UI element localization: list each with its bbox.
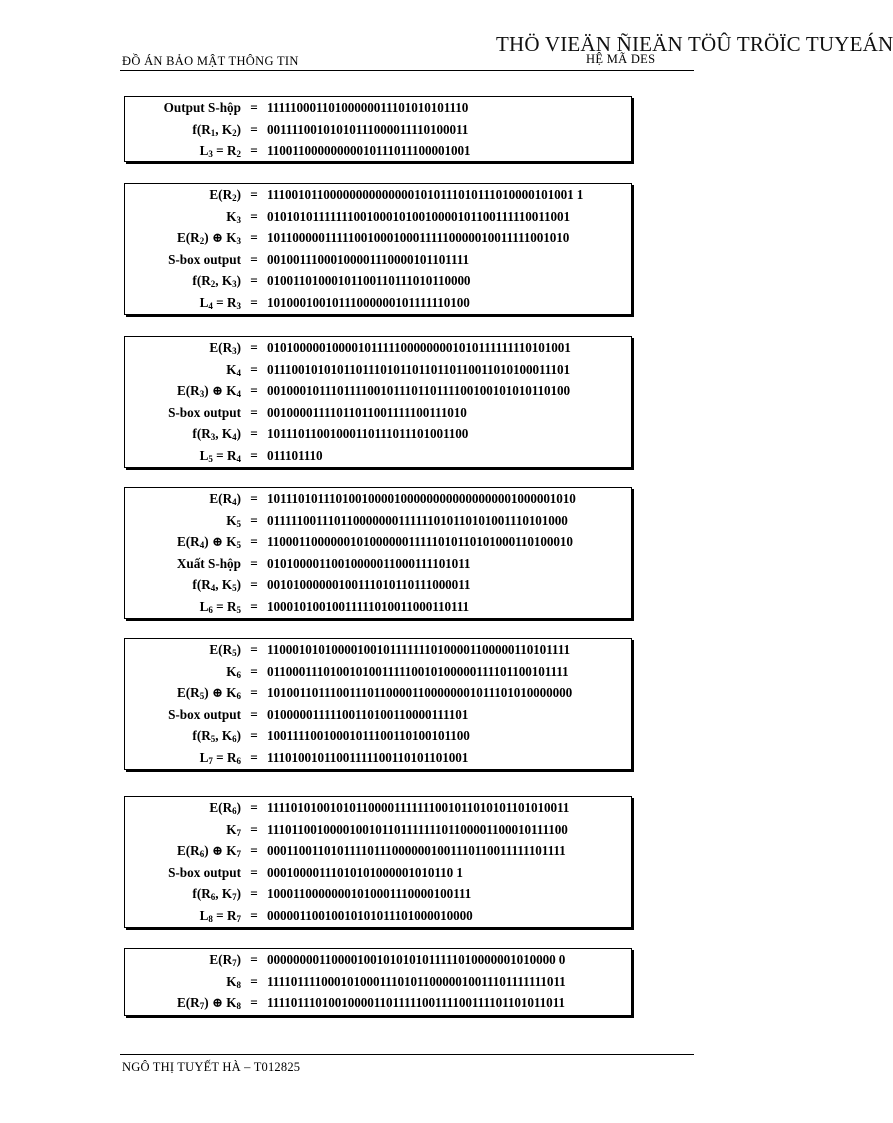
row-value: 10001100000001010001110000100111 [267, 886, 472, 902]
block-row: S-box output = 01000001111100110100110000111101 [125, 707, 631, 729]
footer-divider [120, 1054, 694, 1055]
block-row: $L_4 = R_3$ = 10100010010111000000101111110100 [125, 295, 631, 317]
document-header-subtitle: HỆ MÃ DES [586, 52, 656, 66]
row-label: $L_5 = R_4$ [199, 447, 241, 464]
block-row: $L_6 = R_5$ = 10001010010011111010011000110111 [125, 599, 631, 621]
row-value: 00111100101010111000011110100011 [267, 121, 469, 137]
row-value: 11101001011001111100110101101001 [267, 749, 469, 765]
block-row: $f(R_6$, $K_7$) = 10001100000001010001110000100111 [125, 886, 631, 908]
row-value: 111001011000000000000001010111010111010000101001 1 [267, 187, 584, 202]
row-value: 10011110010001011100110100101100 [267, 728, 470, 744]
row-value: 001000101110111100101110110111100100101010110100 [267, 383, 570, 399]
row-label: $f(R_1$, $K_2$) [192, 121, 241, 138]
row-value: 101100000111110010001000111110000010011111001010 [267, 230, 570, 246]
row-label: $K_8$ [226, 973, 241, 990]
block-row: $E(R_4)$ ⊕ $K_5$ = 110001100000010100000011111010110101000110100010 [125, 534, 631, 556]
row-label: $E(R_4)$ ⊕ $K_5$ [176, 534, 241, 551]
row-value: 00101000000100111010110111000011 [267, 577, 471, 593]
block-row: $K_6$ = 011000111010010100111110010100000111101100101111 [125, 664, 631, 686]
row-value: 111101111000101000111010110000010011101111111011 [267, 973, 566, 989]
watermark-text: THÖ VIEÄN ÑIEÄN TÖÛ TRÖÏC TUYEÁN [496, 32, 893, 56]
des-round-block [124, 183, 632, 315]
block-row: $E(R_2)$ = 111001011000000000000001010111010111010000101001 1 [125, 187, 631, 209]
block-row: $f(R_4$, $K_5$) = 00101000000100111010110111000011 [125, 577, 631, 599]
row-value: 010101011111110010001010010000101100111110011001 [267, 208, 570, 224]
row-value: 11001100000000010111011100001001 [267, 143, 471, 159]
row-label: S-box output [168, 404, 241, 420]
row-value: 10111011001000110111011101001100 [267, 426, 469, 442]
row-value: 11111000110100000011101010101110 [267, 100, 469, 115]
row-value: 011101110 [267, 447, 323, 463]
row-value: 110001010100001001011111110100001100000110101111 [267, 642, 570, 657]
document-footer: NGÔ THỊ TUYẾT HÀ – T012825 [122, 1060, 301, 1074]
block-row: $E(R_5)$ = 110001010100001001011111110100001100000110101111 [125, 642, 631, 664]
block-row: $L_3 = R_2$ = 11001100000000010111011100001001 [125, 143, 631, 165]
block-row: $E(R_7)$ = 000000001100001001010101011111010000001010000 0 [125, 952, 631, 974]
row-label: $f(R_5$, $K_6$) [192, 728, 241, 745]
document-header-title: ĐỒ ÁN BẢO MẬT THÔNG TIN [122, 54, 299, 68]
block-row: $f(R_2$, $K_3$) = 01001101000101100110111010110000 [125, 273, 631, 295]
des-round-block [124, 96, 632, 162]
header-divider [120, 70, 694, 71]
row-label: $K_6$ [226, 663, 241, 680]
block-row: $K_4$ = 011100101010110111010110110110110011010100011101 [125, 362, 631, 384]
row-value: 000000001100001001010101011111010000001010000 0 [267, 952, 566, 967]
row-label: $L_7 = R_6$ [199, 749, 241, 766]
block-row: $E(R_3)$ = 010100000100001011111000000001010111111110101001 [125, 340, 631, 362]
block-row: $E(R_6)$ = 111101010010101100001111111001011010101101010011 [125, 800, 631, 822]
row-value: 10100010010111000000101111110100 [267, 294, 470, 310]
row-value: 00100001111011011001111100111010 [267, 404, 467, 420]
row-label: $E(R_7)$ ⊕ $K_8$ [176, 995, 241, 1012]
row-value: 101001101110011101100001100000001011101010000000 [267, 685, 573, 701]
row-label: S-box output [168, 706, 241, 722]
row-label: S-box output [168, 864, 241, 880]
block-row: $E(R_6)$ ⊕ $K_7$ = 000110011010111101110000001001110110011111101111 [125, 843, 631, 865]
block-row: S-box output = 00100111000100001110000101101111 [125, 252, 631, 274]
row-label: $E(R_6)$ ⊕ $K_7$ [176, 843, 241, 860]
row-label: $E(R_4)$ [209, 491, 241, 507]
block-row: $K_3$ = 010101011111110010001010010000101100111110011001 [125, 209, 631, 231]
block-row: $K_5$ = 011111001110110000000111111010110101001110101000 [125, 513, 631, 535]
block-row: $L_7 = R_6$ = 11101001011001111100110101101001 [125, 750, 631, 772]
row-label: $E(R_5)$ ⊕ $K_6$ [176, 685, 241, 702]
des-round-block [124, 638, 632, 770]
block-row: $E(R_5)$ ⊕ $K_6$ = 101001101110011101100001100000001011101010000000 [125, 685, 631, 707]
row-value: 010100000100001011111000000001010111111110101001 [267, 340, 571, 355]
row-label: $f(R_3$, $K_4$) [192, 426, 241, 443]
des-round-block [124, 948, 632, 1016]
row-value: 101110101110100100001000000000000000001000001010 [267, 491, 576, 506]
row-value: 011000111010010100111110010100000111101100101111 [267, 663, 569, 679]
row-label: $E(R_5)$ [209, 642, 241, 658]
row-label: $f(R_4$, $K_5$) [192, 577, 241, 594]
row-label: $K_7$ [226, 821, 241, 838]
row-value: 00000110010010101011101000010000 [267, 907, 473, 923]
row-value: 111101010010101100001111111001011010101101010011 [267, 800, 570, 815]
row-label: Xuất S-hộp [176, 555, 241, 571]
row-label: $L_6 = R_5$ [199, 598, 241, 615]
block-row: $E(R_7)$ ⊕ $K_8$ = 111101110100100001101111100111100111101101011011 [125, 995, 631, 1017]
block-row: $K_7$ = 111011001000010010110111111101100001100010111100 [125, 822, 631, 844]
row-label: $f(R_2$, $K_3$) [192, 273, 241, 290]
row-label: $K_3$ [226, 208, 241, 225]
des-round-block [124, 487, 632, 619]
row-label: $E(R_7)$ [209, 952, 241, 968]
row-label: $K_5$ [226, 512, 241, 529]
row-value: 110001100000010100000011111010110101000110100010 [267, 534, 573, 550]
row-value: 111011001000010010110111111101100001100010111100 [267, 821, 568, 837]
block-row: Output S-hộp = 11111000110100000011101010101110 [125, 100, 631, 122]
row-value: 10001010010011111010011000110111 [267, 598, 469, 614]
row-label: $L_8 = R_7$ [199, 907, 241, 924]
row-label: Output S-hộp [163, 100, 241, 115]
row-value: 00010000111010101000001010110 1 [267, 864, 463, 880]
row-label: $L_4 = R_3$ [199, 294, 241, 311]
block-row: $E(R_3)$ ⊕ $K_4$ = 001000101110111100101110110111100100101010110100 [125, 383, 631, 405]
row-value: 011111001110110000000111111010110101001110101000 [267, 512, 568, 528]
des-round-block [124, 336, 632, 468]
block-row: $L_5 = R_4$ = 011101110 [125, 448, 631, 470]
row-label: $E(R_6)$ [209, 800, 241, 816]
block-row: $f(R_3$, $K_4$) = 10111011001000110111011101001100 [125, 426, 631, 448]
block-row: $L_8 = R_7$ = 00000110010010101011101000010000 [125, 908, 631, 930]
block-row: S-box output = 00010000111010101000001010110 1 [125, 865, 631, 887]
row-label: $K_4$ [226, 361, 241, 378]
row-value: 00100111000100001110000101101111 [267, 251, 469, 267]
row-label: $E(R_3)$ [209, 340, 241, 356]
row-label: $L_3 = R_2$ [199, 143, 241, 160]
des-round-block [124, 796, 632, 928]
row-label: $E(R_2)$ [209, 187, 241, 203]
block-row: $E(R_2)$ ⊕ $K_3$ = 101100000111110010001000111110000010011111001010 [125, 230, 631, 252]
block-row: $f(R_5$, $K_6$) = 10011110010001011100110100101100 [125, 728, 631, 750]
row-label: S-box output [168, 251, 241, 267]
row-value: 011100101010110111010110110110110011010100011101 [267, 361, 570, 377]
block-row: $K_8$ = 111101111000101000111010110000010011101111111011 [125, 974, 631, 996]
row-value: 01000001111100110100110000111101 [267, 706, 469, 722]
block-row: $E(R_4)$ = 101110101110100100001000000000000000001000001010 [125, 491, 631, 513]
row-label: $E(R_3)$ ⊕ $K_4$ [176, 383, 241, 400]
block-row: Xuất S-hộp = 01010000110010000011000111101011 [125, 556, 631, 578]
row-value: 01010000110010000011000111101011 [267, 555, 471, 571]
block-row: $f(R_1$, $K_2$) = 00111100101010111000011110100011 [125, 122, 631, 144]
row-value: 000110011010111101110000001001110110011111101111 [267, 843, 566, 859]
row-label: $E(R_2)$ ⊕ $K_3$ [176, 230, 241, 247]
row-value: 01001101000101100110111010110000 [267, 273, 471, 289]
row-label: $f(R_6$, $K_7$) [192, 886, 241, 903]
block-row: S-box output = 00100001111011011001111100111010 [125, 405, 631, 427]
row-value: 111101110100100001101111100111100111101101011011 [267, 995, 565, 1011]
